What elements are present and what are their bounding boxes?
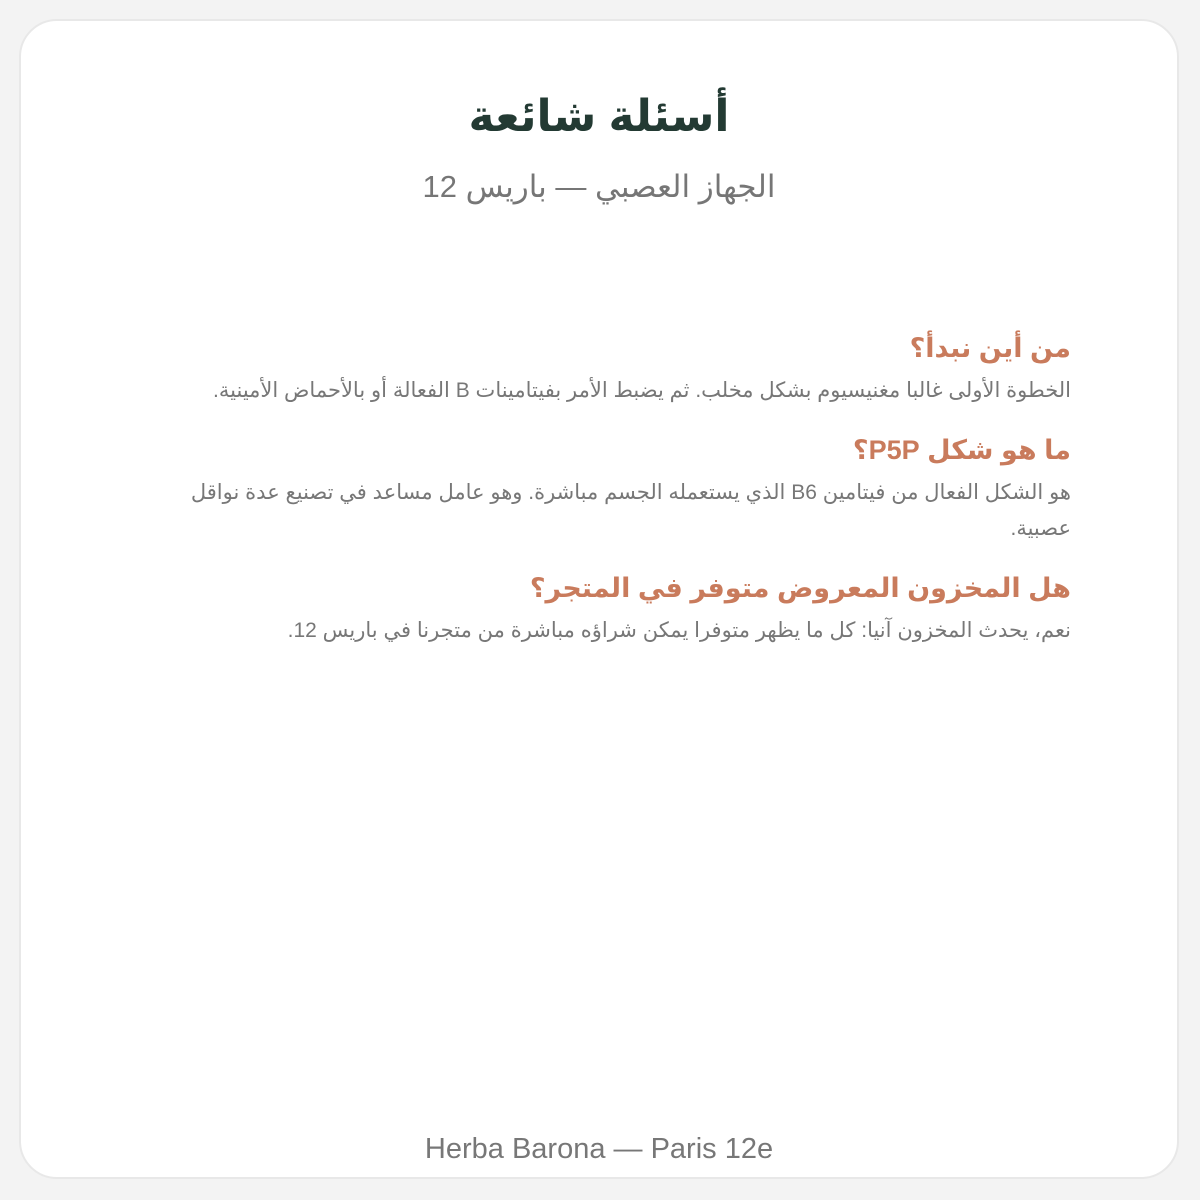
faq-answer: نعم، يحدث المخزون آنيا: كل ما يظهر متوفرا يمكن شراؤه مباشرة من متجرنا في باريس 12. [287,619,1071,642]
faq-list [161,331,1071,673]
faq-question: هل المخزون المعروض متوفر في المتجر؟ [529,573,1071,603]
page-subtitle: الجهاز العصبي — باريس 12 [422,169,776,204]
faq-answer: هو الشكل الفعال من فيتامين B6 الذي يستعمله الجسم مباشرة. وهو عامل مساعد في تصنيع عدة نواقل عصبية. [190,481,1071,540]
faq-question: من أين نبدأ؟ [909,333,1071,363]
footer-brand: Herba Barona — Paris 12e [424,1133,774,1165]
faq-question: ما هو شكل P5P؟ [852,435,1071,465]
faq-item [161,571,1071,649]
page-title: أسئلة شائعة [468,92,730,141]
faq-item [161,433,1071,547]
faq-answer: الخطوة الأولى غالبا مغنيسيوم بشكل مخلب. ثم يضبط الأمر بفيتامينات B الفعالة أو بالأحماض الأمينية. [213,379,1071,402]
faq-card [19,19,1179,1179]
faq-item [161,331,1071,409]
